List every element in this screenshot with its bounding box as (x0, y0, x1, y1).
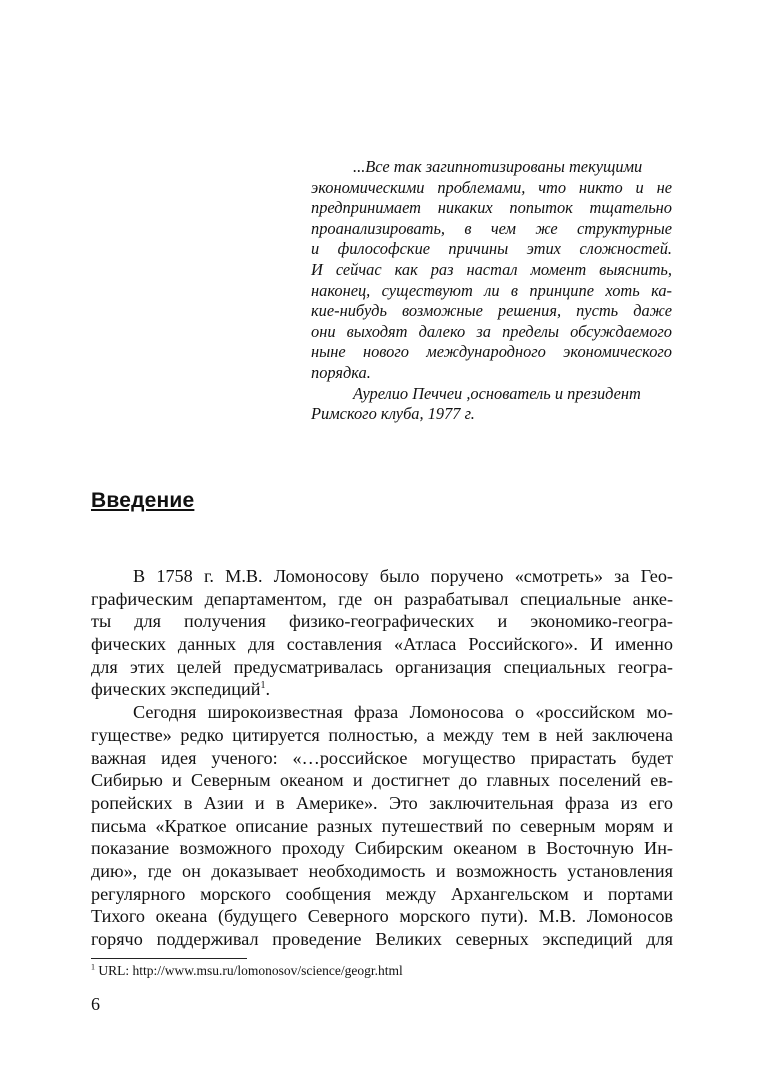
paragraph-line: горячо поддерживал проведение Великих северных экспедиций для (91, 929, 673, 949)
paragraph-line: гуществе» редко цитируется полностью, а между тем в ней заключена (91, 724, 673, 745)
paragraph-line: Сибирью и Северным океаном и достигнет до главных поселений ев- (91, 770, 673, 791)
epigraph-line: ...Все так загипнотизированы текущими (353, 157, 643, 176)
page-number: 6 (91, 994, 100, 1014)
footnote-marker: 1 (91, 962, 95, 972)
paragraph-line: письма «Краткое описание разных путешествий по северным морям и (91, 815, 673, 836)
epigraph-line: и философские причины этих сложностей. (311, 239, 672, 259)
paragraph-line: фических данных для составления «Атласа Российского». И именно (91, 634, 673, 655)
epigraph-line: экономическими проблемами, что никто и не (311, 177, 672, 197)
epigraph-line: они выходят далеко за пределы обсуждаемого (311, 321, 672, 341)
epigraph-attribution-cont: Римского клуба, 1977 г. (311, 404, 475, 424)
paragraph-line-text: фических экспедиций (91, 679, 261, 700)
paragraph-line: Сегодня широкоизвестная фраза Ломоносова о «российском мо- (133, 702, 673, 723)
body-text (91, 565, 673, 951)
paragraph-line: фических экспедиций$^1$. (91, 679, 271, 700)
footnote (91, 962, 403, 980)
paragraph-line: показание возможного проходу Сибирским океаном в Восточную Ин- (91, 838, 673, 859)
paragraph-line: важная идея ученого: «…российское могущество прирастать будет (91, 747, 673, 768)
epigraph-line: наконец, существуют ли в принципе хоть ка- (311, 280, 672, 300)
footnote-divider (91, 958, 247, 959)
epigraph-line: предпринимает никаких попыток тщательно (311, 198, 672, 218)
paragraph-line: В 1758 г. М.В. Ломоносову было поручено «смотреть» за Гео- (133, 566, 673, 586)
paragraph-line: дию», где он доказывает необходимость и возможность установления (91, 860, 673, 881)
epigraph-line: И сейчас как раз настал момент выяснить, (311, 259, 672, 279)
epigraph-line: ныне нового международного экономического (311, 342, 672, 362)
paragraph-line: для этих целей предусматривалась организация специальных геогра- (91, 656, 673, 677)
paragraph-line: Тихого океана (будущего Северного морского пути). М.В. Ломоносов (91, 906, 673, 927)
paragraph-line: ропейских в Азии и в Америке». Это заключительная фраза из его (91, 792, 673, 813)
paragraph-line: регулярного морского сообщения между Архангельском и портами (91, 883, 673, 904)
section-heading: Введение (91, 489, 195, 512)
footnote-text: URL: http://www.msu.ru/lomonosov/science/geogr.html (95, 963, 403, 978)
epigraph (311, 157, 672, 425)
epigraph-attribution: Аурелио Печчеи ,основатель и президент (353, 383, 641, 403)
footnote-ref[interactable]: 1 (260, 680, 266, 692)
paragraph-line: ты для получения физико-географических и экономико-геогра- (91, 611, 673, 632)
epigraph-line: порядка. (311, 362, 371, 382)
paragraph-line: графическим департаментом, где он разрабатывал специальные анке- (91, 588, 673, 609)
epigraph-line: проанализировать, в чем же структурные (311, 218, 672, 238)
epigraph-line: кие-нибудь возможные решения, пусть даже (311, 301, 672, 321)
